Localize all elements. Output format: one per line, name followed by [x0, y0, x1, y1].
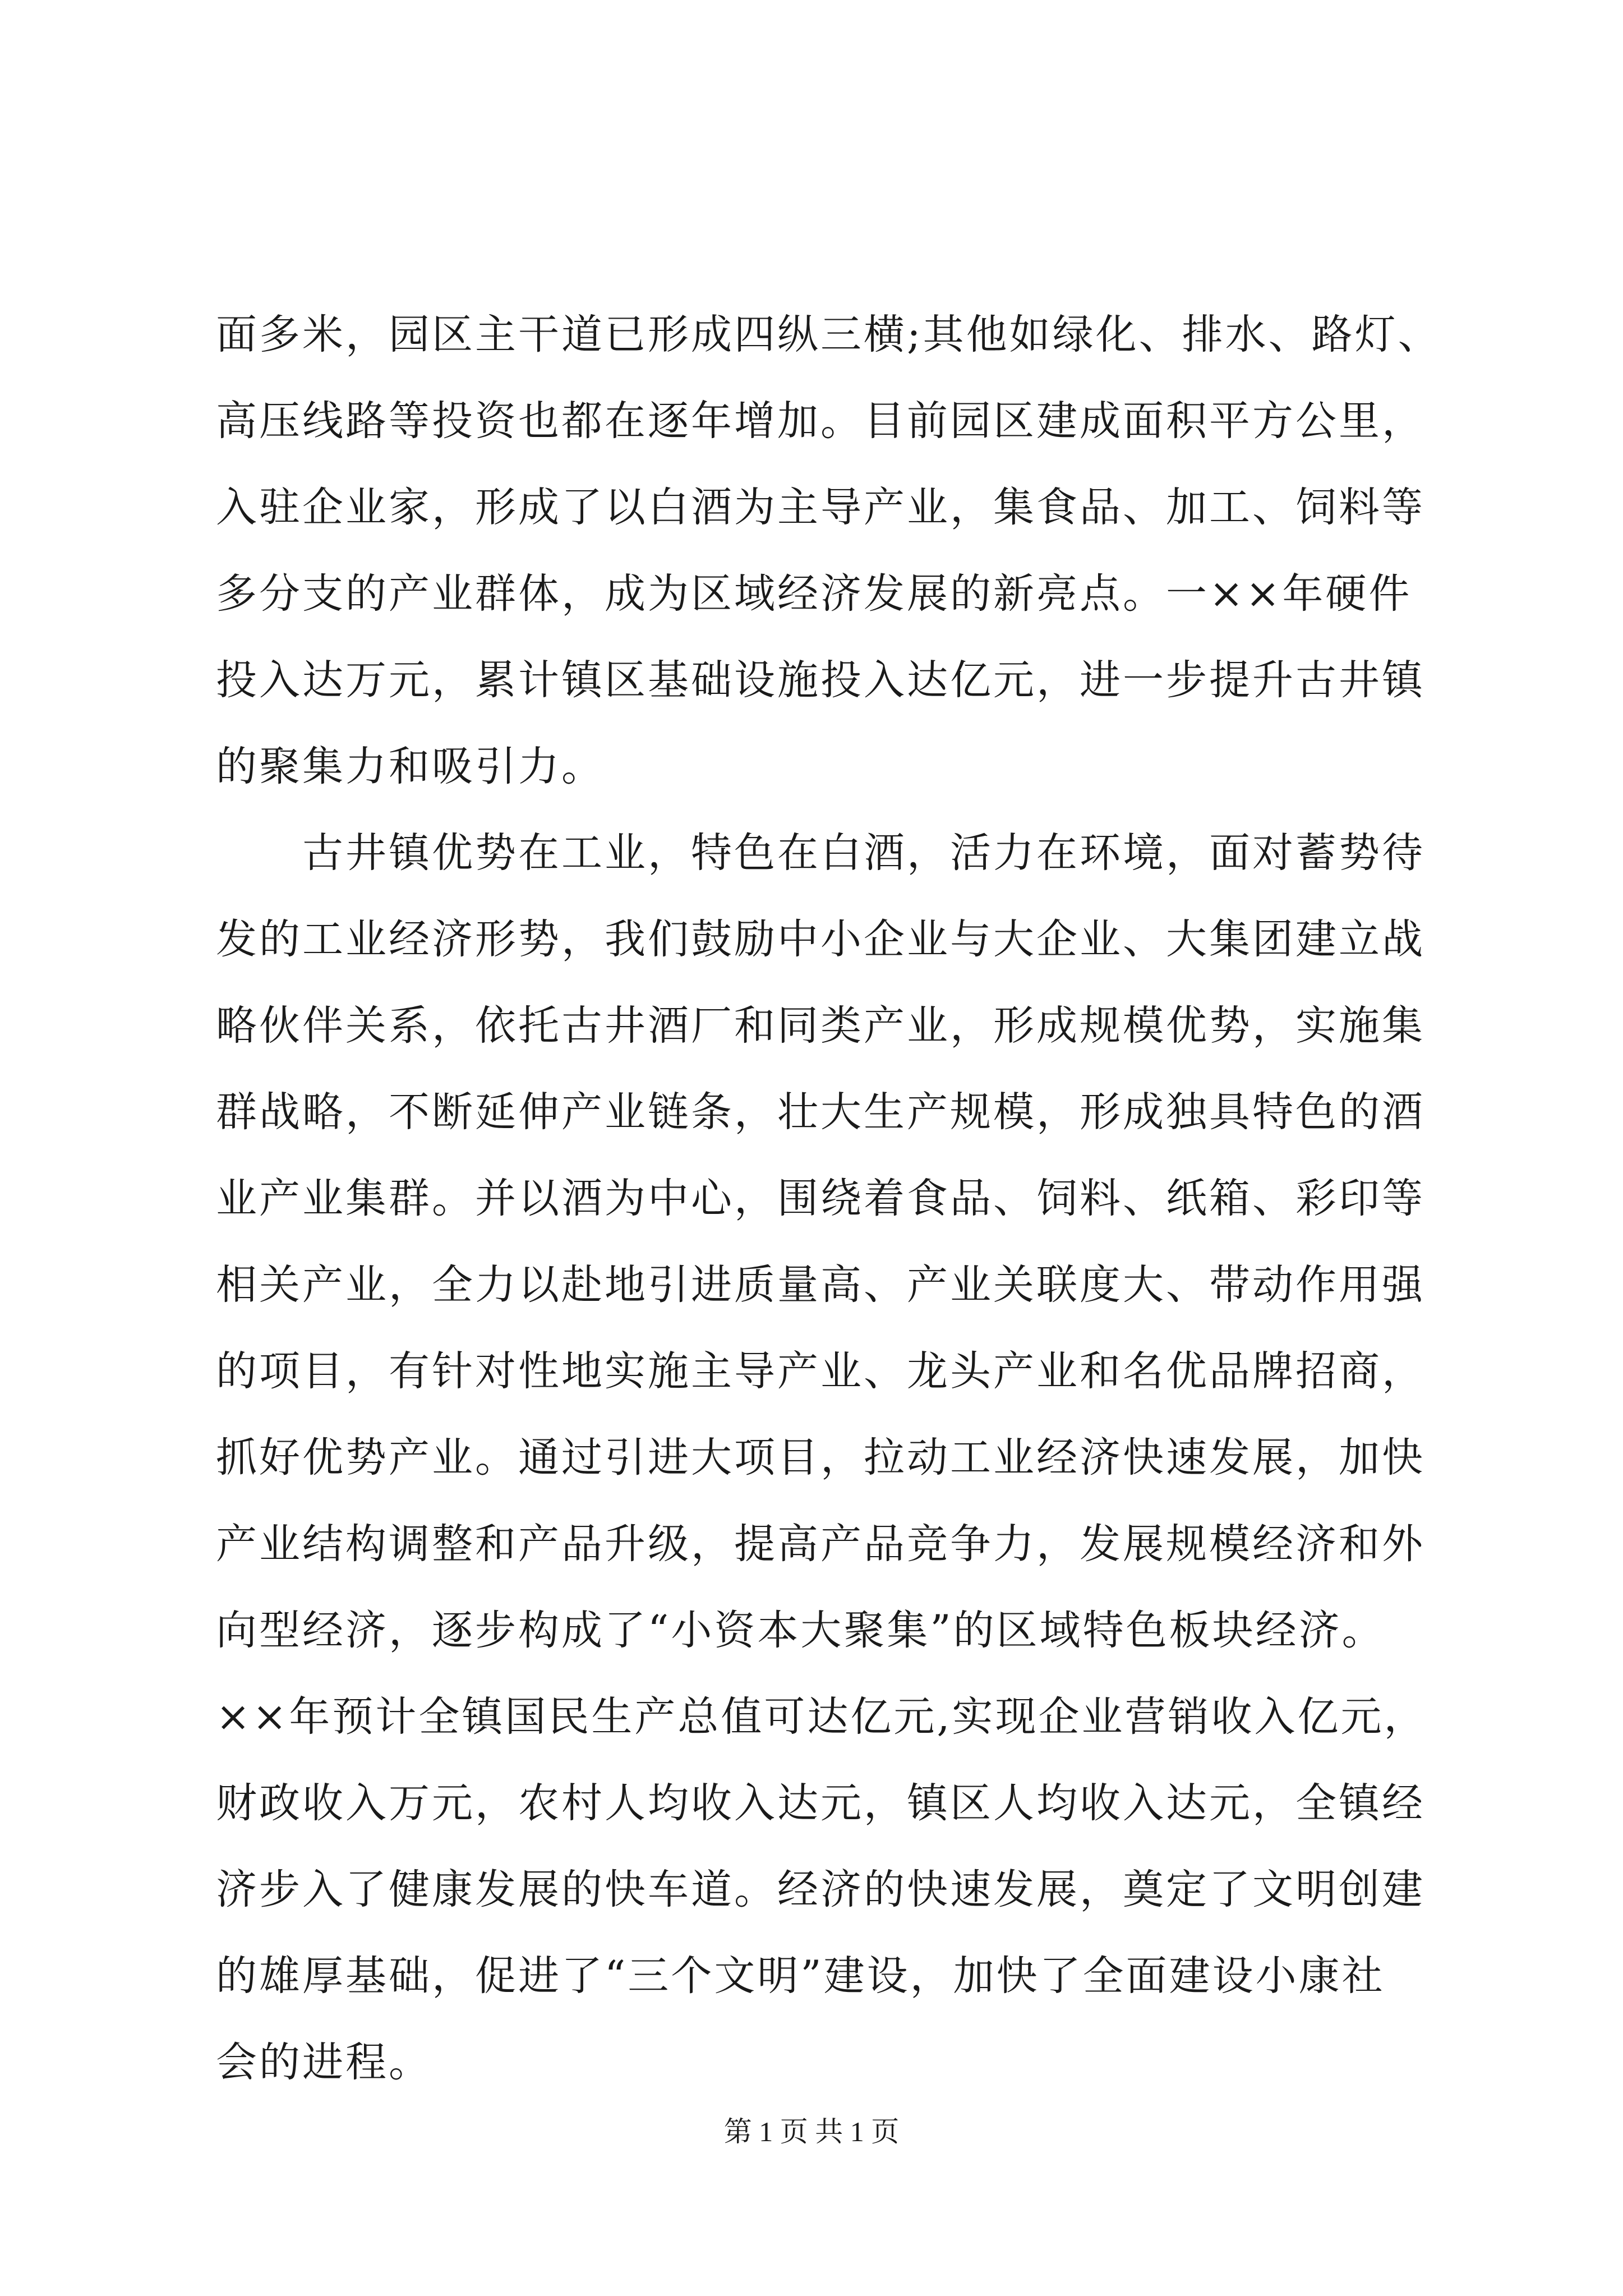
text-line: 的聚集力和吸引力。: [216, 743, 605, 790]
text-line: 面多米，园区主干道已形成四纵三横;其他如绿化、排水、路灯、: [216, 311, 1441, 358]
text-line: 多分支的产业群体，成为区域经济发展的新亮点。一××年硬件: [216, 570, 1412, 618]
text-line: 群战略，不断延伸产业链条，壮大生产规模，形成独具特色的酒: [216, 1088, 1425, 1136]
text-line: 会的进程。: [216, 2039, 432, 2086]
page-number: 第 1 页 共 1 页: [723, 2116, 900, 2147]
text-line: 相关产业，全力以赴地引进质量高、产业关联度大、带动作用强: [216, 1261, 1425, 1309]
text-line: 业产业集群。并以酒为中心，围绕着食品、饲料、纸箱、彩印等: [216, 1175, 1425, 1222]
text-line: 财政收入万元，农村人均收入达元，镇区人均收入达元，全镇经: [216, 1779, 1425, 1827]
text-line: 产业结构调整和产品升级，提高产品竞争力，发展规模经济和外: [216, 1520, 1425, 1568]
page-footer: [0, 2109, 1623, 2150]
text-line: 古井镇优势在工业，特色在白酒，活力在环境，面对蓄势待: [216, 829, 1425, 877]
text-line: 发的工业经济形势，我们鼓励中小企业与大企业、大集团建立战: [216, 915, 1425, 963]
text-line: 入驻企业家，形成了以白酒为主导产业，集食品、加工、饲料等: [216, 484, 1425, 531]
text-line: 的项目，有针对性地实施主导产业、龙头产业和名优品牌招商，: [216, 1347, 1425, 1395]
text-line: 济步入了健康发展的快车道。经济的快速发展，奠定了文明创建: [216, 1866, 1425, 1913]
text-line: 向型经济，逐步构成了“小资本大聚集”的区域特色板块经济。: [216, 1607, 1385, 1654]
text-line: 抓好优势产业。通过引进大项目，拉动工业经济快速发展，加快: [216, 1434, 1425, 1481]
text-line: 投入达万元，累计镇区基础设施投入达亿元，进一步提升古井镇: [216, 656, 1425, 704]
document-body: [216, 292, 1450, 2106]
text-line: 高压线路等投资也都在逐年增加。目前园区建成面积平方公里，: [216, 397, 1425, 445]
text-line: ××年预计全镇国民生产总值可达亿元,实现企业营销收入亿元，: [216, 1693, 1427, 1741]
text-line: 的雄厚基础，促进了“三个文明”建设，加快了全面建设小康社: [216, 1952, 1385, 2000]
text-line: 略伙伴关系，依托古井酒厂和同类产业，形成规模优势，实施集: [216, 1002, 1425, 1050]
